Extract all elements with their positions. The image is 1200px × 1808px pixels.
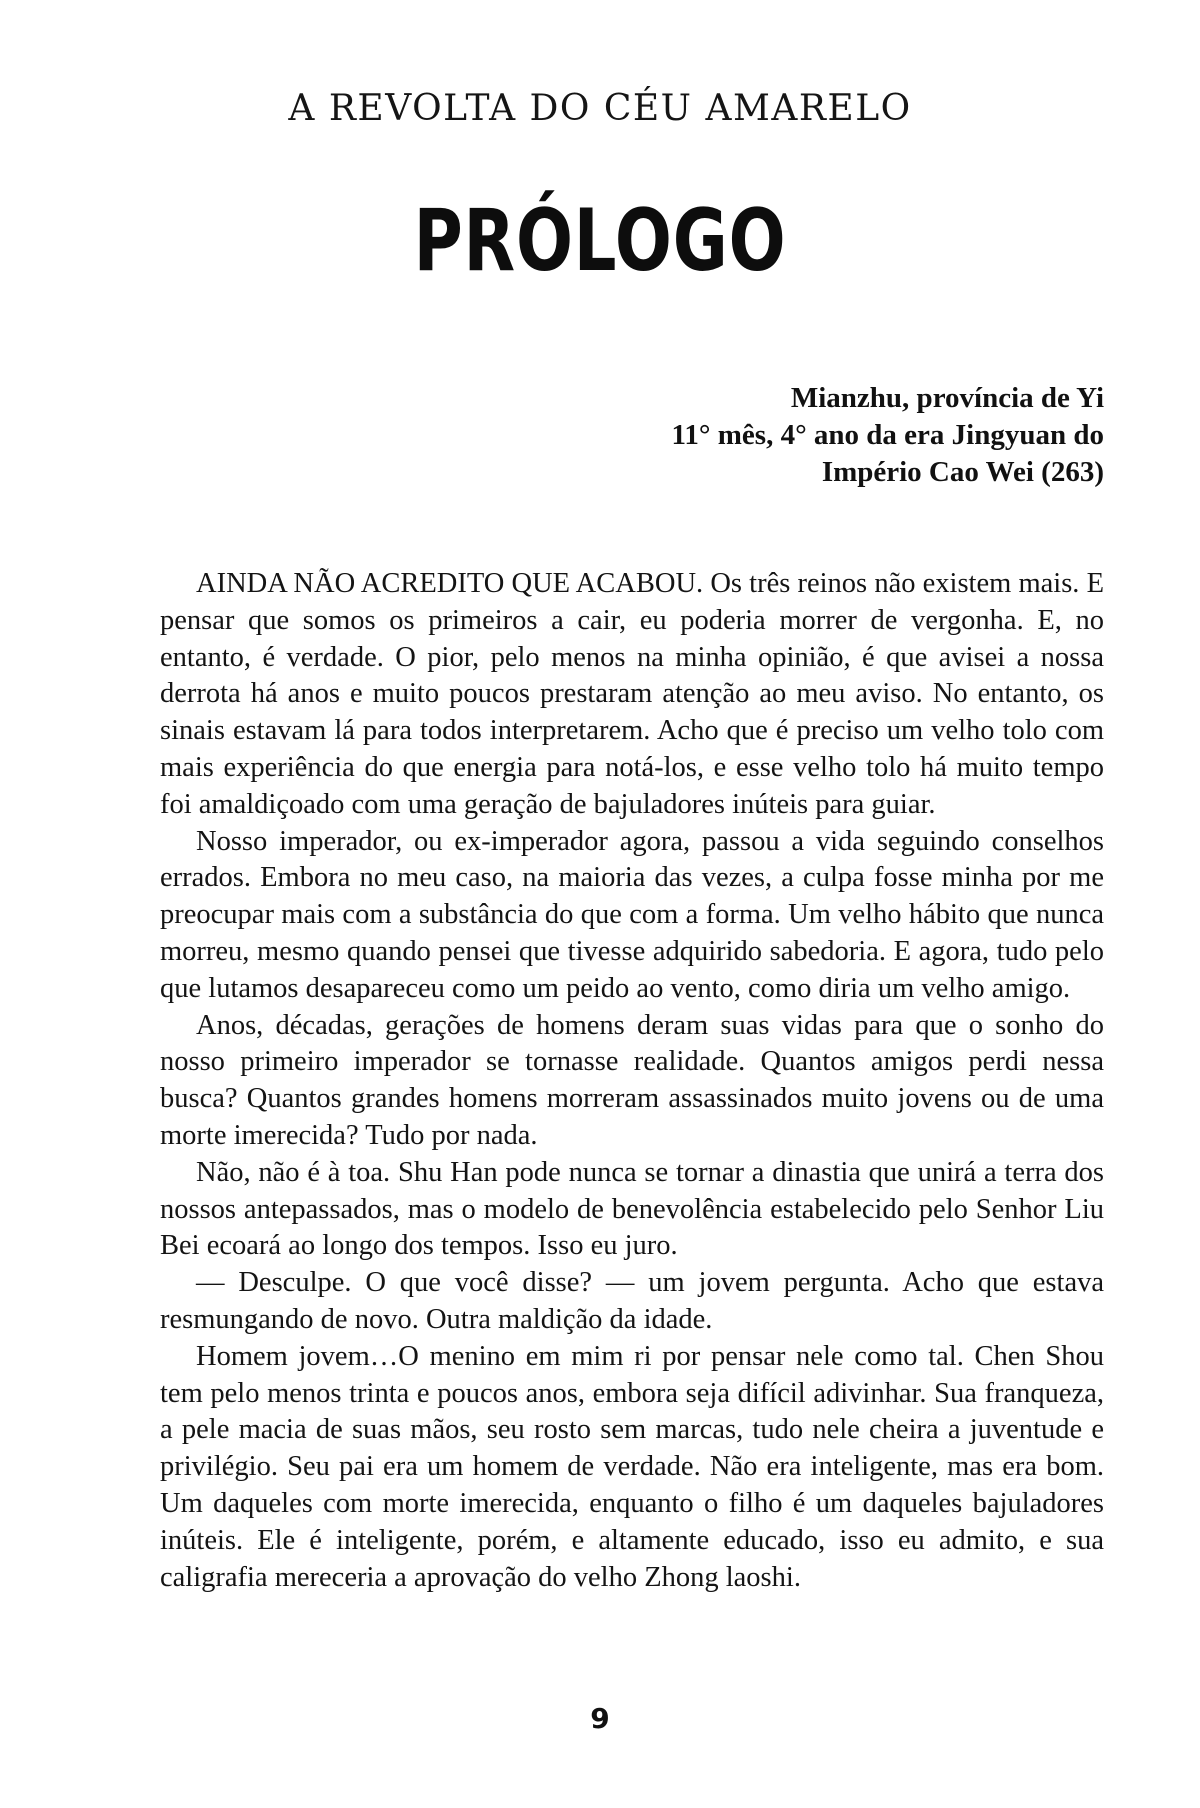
body-text: [160, 566, 1104, 1596]
running-head: A REVOLTA DO CÉU AMARELO: [288, 88, 912, 129]
dateline-date: 11° mês, 4° ano da era Jingyuan do: [671, 419, 1104, 451]
chapter-title: PRÓLOGO: [413, 191, 787, 291]
dateline-empire: Império Cao Wei (263): [821, 456, 1104, 488]
paragraph: — Desculpe. O que você disse? — um jovem pergunta. Acho que estava resmungando de novo. Outra maldição da idade.: [160, 1267, 1104, 1335]
dateline-location: Mianzhu, província de Yi: [790, 382, 1104, 414]
paragraph: Não, não é à toa. Shu Han pode nunca se tornar a dinastia que unirá a terra dos nossos antepassados, mas o modelo de benevolência estabelecido pelo Senhor Liu Bei ecoará ao longo dos tempos. Isso eu juro.: [160, 1156, 1104, 1262]
paragraph: Homem jovem…O menino em mim ri por pensar nele como tal. Chen Shou tem pelo menos trinta e poucos anos, embora seja difícil adivinhar. Sua franqueza, a pele macia de suas mãos, seu rosto sem marcas, tudo nele cheira a juventude e privilégio. Seu pai era um homem de verdade. Não era inteligente, mas era bom. Um daqueles com morte imerecida, enquanto o filho é um daqueles bajuladores inúteis. Ele é inteligente, porém, e altamente educado, isso eu admito, e sua caligrafia mereceria a aprovação do velho Zhong laoshi.: [160, 1340, 1104, 1593]
paragraph: AINDA NÃO ACREDITO QUE ACABOU. Os três reinos não existem mais. E pensar que somos os primeiros a cair, eu poderia morrer de vergonha. E, no entanto, é verdade. O pior, pelo menos na minha opinião, é que avisei a nossa derrota há anos e muito poucos prestaram atenção ao meu aviso. No entanto, os sinais estavam lá para todos interpretarem. Acho que é preciso um velho tolo com mais experiência do que energia para notá-los, e esse velho tolo há muito tempo foi amaldiçoado com uma geração de bajuladores inúteis para guiar.: [160, 568, 1104, 820]
paragraph: Anos, décadas, gerações de homens deram suas vidas para que o sonho do nosso primeiro imperador se tornasse realidade. Quantos amigos perdi nessa busca? Quantos grandes homens morreram assassinados muito jovens ou de uma morte imerecida? Tudo por nada.: [160, 1009, 1104, 1151]
page-number: 9: [590, 1702, 610, 1735]
dateline: [404, 380, 1104, 491]
paragraph: Nosso imperador, ou ex-imperador agora, passou a vida seguindo conselhos errados. Embora no meu caso, na maioria das vezes, a culpa fosse minha por me preocupar mais com a substância do que com a forma. Um velho hábito que nunca morreu, mesmo quando pensei que tivesse adquirido sabedoria. E agora, tudo pelo que lutamos desapareceu como um peido ao vento, como diria um velho amigo.: [160, 825, 1104, 1004]
